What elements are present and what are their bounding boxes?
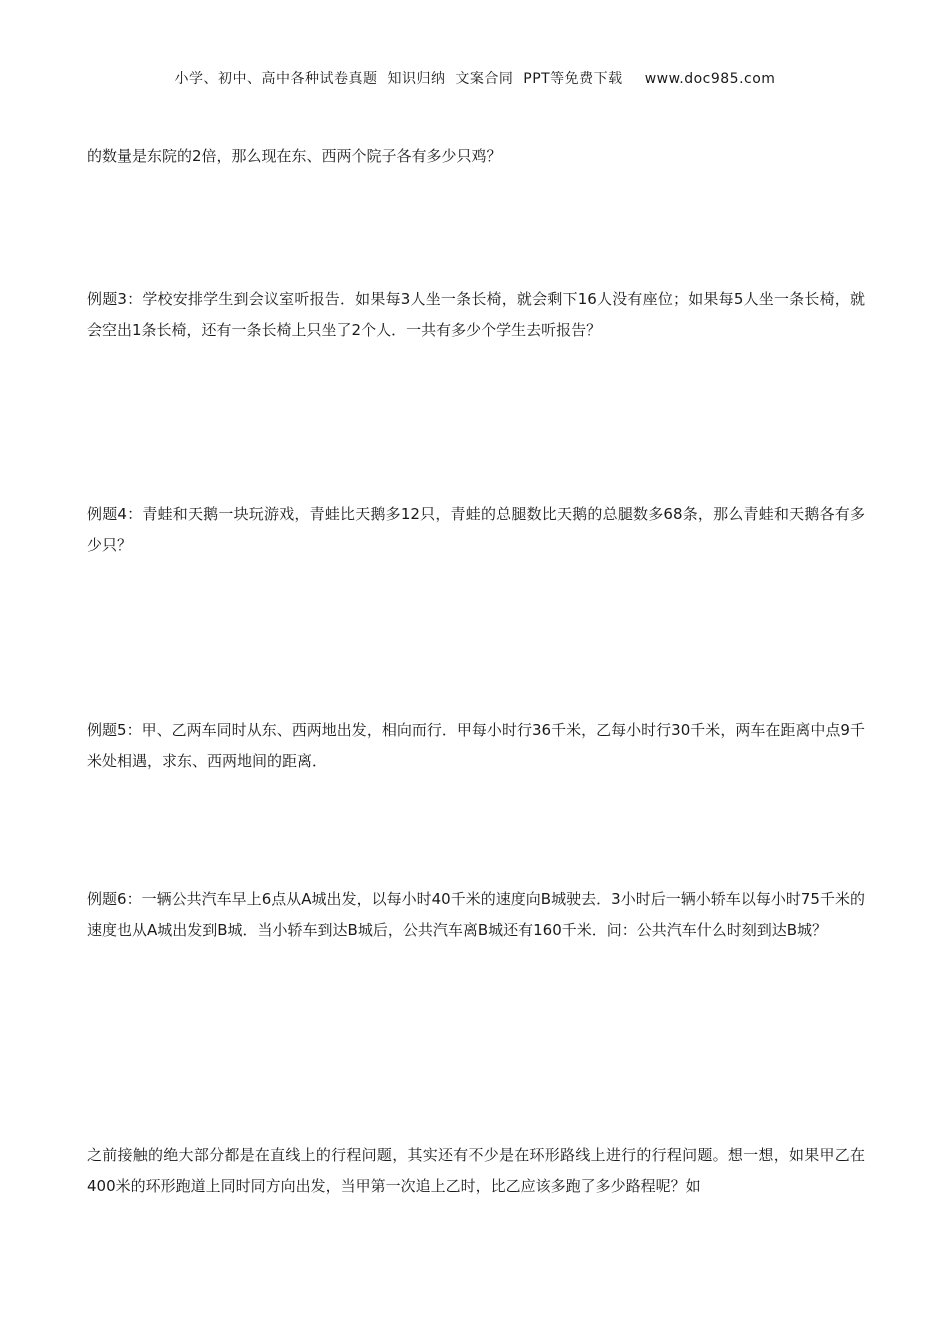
example-6: 例题6：一辆公共汽车早上6点从A城出发，以每小时40千米的速度向B城驶去．3小时后一辆小轿车以每小时75千米的速度也从A城出发到B城．当小轿车到达B城后，公共汽车离B城还有160千米．问：公共汽车什么时刻到达B城？ <box>87 890 865 939</box>
circular-track-intro: 之前接触的绝大部分都是在直线上的行程问题，其实还有不少是在环形路线上进行的行程问题。想一想，如果甲乙在400米的环形跑道上同时同方向出发，当甲第一次追上乙时，比乙应该多跑了多少路程呢？如 <box>87 1146 865 1195</box>
example-5: 例题5：甲、乙两车同时从东、西两地出发，相向而行．甲每小时行36千米，乙每小时行30千米，两车在距离中点9千米处相遇，求东、西两地间的距离． <box>87 721 865 770</box>
page-header <box>0 68 950 88</box>
header-text: 小学、初中、高中各种试卷真题 知识归纳 文案合同 PPT等免费下载 <box>174 71 623 87</box>
header-site-link[interactable]: www.doc985.com <box>644 71 776 87</box>
paragraph-continuation: 的数量是东院的2倍，那么现在东、西两个院子各有多少只鸡？ <box>87 147 502 165</box>
example-4: 例题4：青蛙和天鹅一块玩游戏，青蛙比天鹅多12只，青蛙的总腿数比天鹅的总腿数多68条，那么青蛙和天鹅各有多少只？ <box>87 505 865 554</box>
example-3: 例题3：学校安排学生到会议室听报告．如果每3人坐一条长椅，就会剩下16人没有座位；如果每5人坐一条长椅，就会空出1条长椅，还有一条长椅上只坐了2个人．一共有多少个学生去听报告？ <box>87 290 865 339</box>
